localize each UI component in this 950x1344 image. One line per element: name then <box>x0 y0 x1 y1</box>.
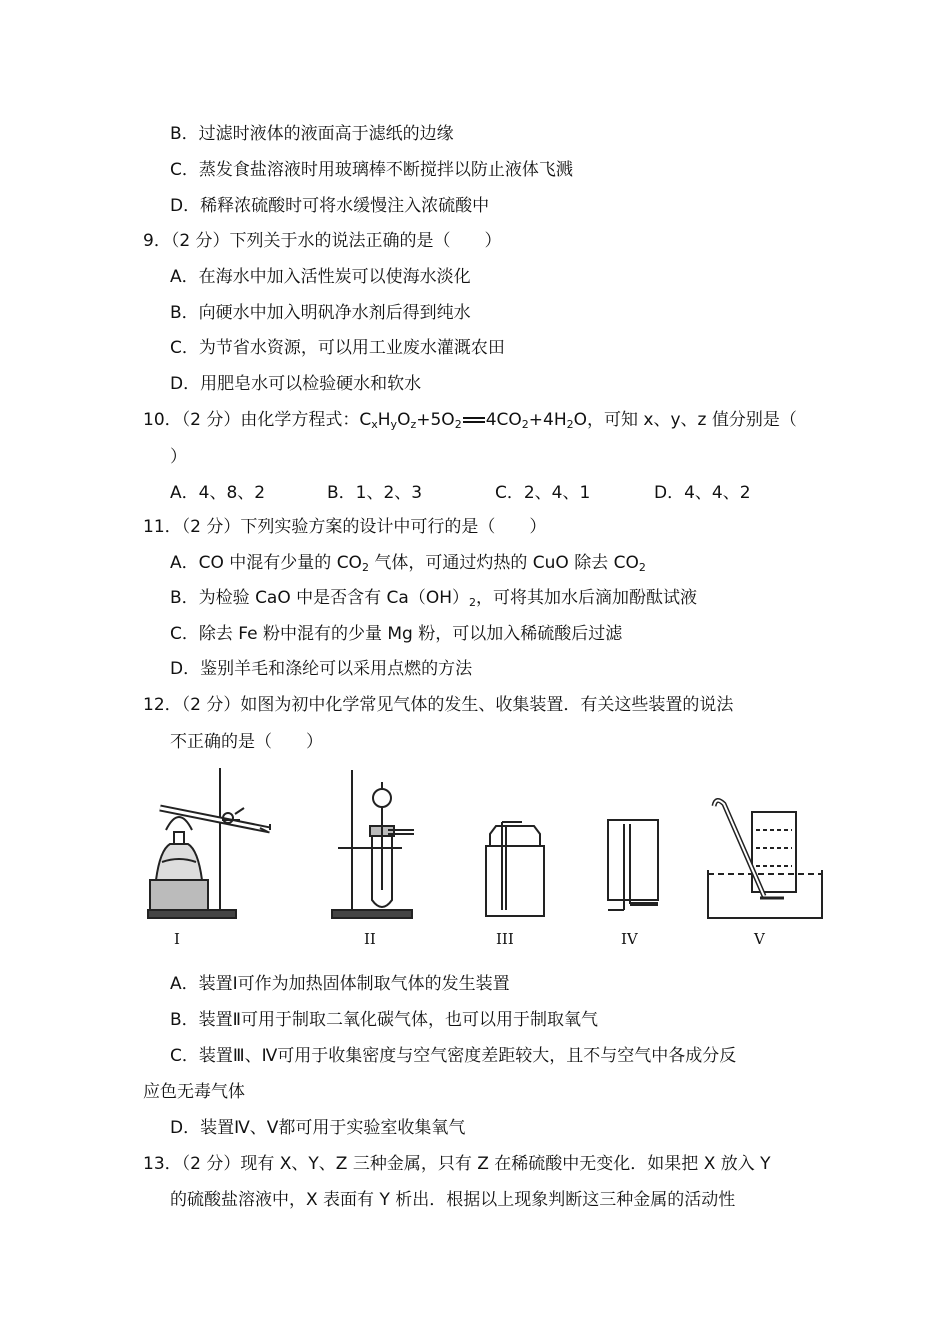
q9-option-d: D．用肥皂水可以检验硬水和软水 <box>170 374 422 394</box>
apparatus-i <box>148 768 270 918</box>
q9-option-b: B．向硬水中加入明矾净水剂后得到纯水 <box>170 303 471 323</box>
apparatus-v <box>708 800 822 918</box>
figure-label-iii: III <box>496 930 514 948</box>
q10-option-a: A．4、8、2 <box>170 483 266 503</box>
figure-label-v: V <box>754 930 765 948</box>
q12-option-b: B．装置Ⅱ可用于制取二氧化碳气体，也可以用于制取氧气 <box>170 1010 599 1030</box>
q11-option-b: B．为检验 CaO 中是否含有 $Ca(OH)_2$，可将其加水后滴加酚酞试液 <box>170 588 697 609</box>
q8-option-c: C．蒸发食盐溶液时用玻璃棒不断搅拌以防止液体飞溅 <box>170 160 573 180</box>
q13-stem: 13．（2 分）现有 X、Y、Z 三种金属，只有 Z 在稀硫酸中无变化．如果把 X 放入 Y <box>143 1154 771 1174</box>
q12-option-c: C．装置Ⅲ、Ⅳ可用于收集密度与空气密度差距较大，且不与空气中各成分反 <box>170 1046 737 1066</box>
apparatus-iii <box>486 822 544 916</box>
figure-label-i: I <box>174 930 180 948</box>
apparatus-ii <box>332 770 414 918</box>
q10-option-d: D．4、4、2 <box>654 483 751 503</box>
q12-option-a: A．装置Ⅰ可作为加热固体制取气体的发生装置 <box>170 974 510 994</box>
q13-stem-cont: 的硫酸盐溶液中，X 表面有 Y 析出．根据以上现象判断这三种金属的活动性 <box>170 1190 736 1210</box>
q8-option-b: B．过滤时液体的液面高于滤纸的边缘 <box>170 124 454 144</box>
q12-option-c-cont: 应色无毒气体 <box>143 1082 245 1102</box>
q10-option-b: B．1、2、3 <box>327 483 423 503</box>
q11-stem: 11．（2 分）下列实验方案的设计中可行的是（ ） <box>143 517 547 537</box>
equation-equals-sign <box>463 417 485 423</box>
q11-option-a: A．CO 中混有少量的 $CO_2$ 气体，可通过灼热的 CuO 除去 $CO_2$ <box>170 553 646 574</box>
q12-stem: 12．（2 分）如图为初中化学常见气体的发生、收集装置．有关这些装置的说法 <box>143 695 734 715</box>
q11-option-d: D．鉴别羊毛和涤纶可以采用点燃的方法 <box>170 659 473 679</box>
q12-stem-cont: 不正确的是（ ） <box>170 732 323 752</box>
q8-option-d: D．稀释浓硫酸时可将水缓慢注入浓硫酸中 <box>170 196 490 216</box>
q10-stem: 10．（2 分）由化学方程式：$C_xH_yO_z+5O_2$ $4CO_2+4H_2O$，可知 x、y、z 值分别是（ <box>143 410 797 431</box>
figure-label-ii: II <box>364 930 376 948</box>
q9-stem: 9．（2 分）下列关于水的说法正确的是（ ） <box>143 231 502 251</box>
q12-option-d: D．装置Ⅳ、Ⅴ都可用于实验室收集氧气 <box>170 1118 466 1138</box>
apparatus-iv <box>608 820 658 910</box>
q10-stem-cont: ） <box>170 447 187 467</box>
q10-option-c: C．2、4、1 <box>495 483 591 503</box>
q9-option-c: C．为节省水资源，可以用工业废水灌溉农田 <box>170 338 505 358</box>
figure-label-iv: IV <box>621 930 638 948</box>
q9-option-a: A．在海水中加入活性炭可以使海水淡化 <box>170 267 471 287</box>
q11-option-c: C．除去 Fe 粉中混有的少量 Mg 粉，可以加入稀硫酸后过滤 <box>170 624 623 644</box>
apparatus-figure <box>140 760 840 960</box>
apparatus-drawings <box>140 760 840 930</box>
